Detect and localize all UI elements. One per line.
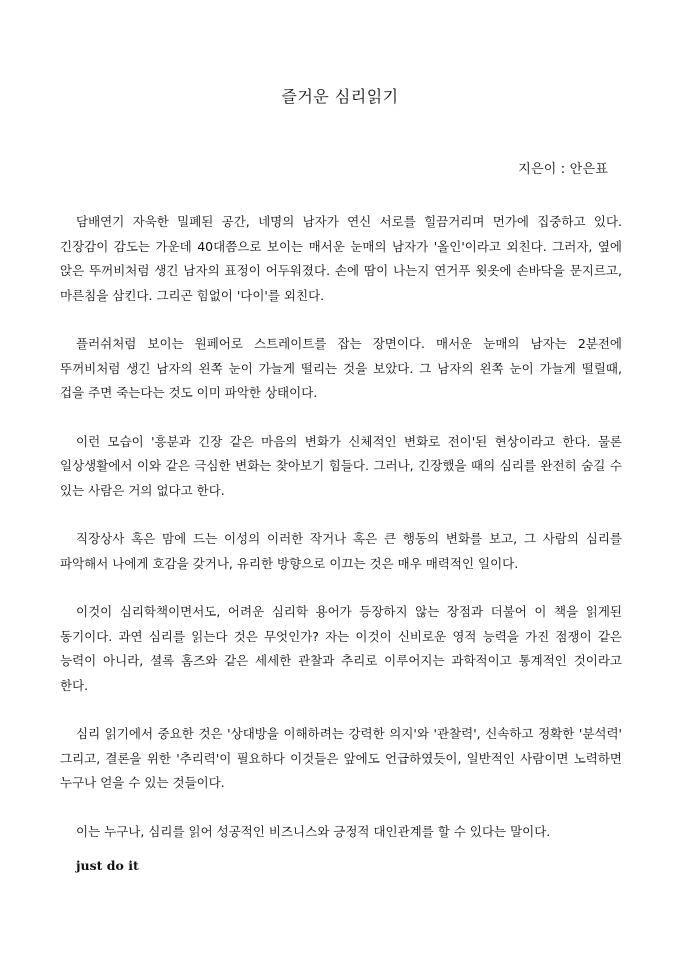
document-body <box>60 210 622 868</box>
paragraph: 이런 모습이 '흥분과 긴장 같은 마음의 변화가 신체적인 변화로 전이'된 현상이라고 한다. 물론 일상생활에서 이와 같은 극심한 변화는 찾아보기 힘들다. 그러나, 긴장했을 때의 심리를 완전히 숨길 수 있는 사람은 거의 없다고 한다. <box>60 433 622 498</box>
paragraph: 이는 누구나, 심리를 읽어 성공적인 비즈니스와 긍정적 대인관계를 할 수 있다는 말이다. <box>76 823 551 839</box>
paragraph: 이것이 심리학책이면서도, 어려운 심리학 용어가 등장하지 않는 장점과 더불어 이 책을 읽게된 동기이다. 과연 심리를 읽는다 것은 무엇인가? 자는 이것이 신비로운 영적 능력을 가진 점쟁이 같은 능력이 아니라, 셜록 홈즈와 같은 세세한 관찰과 추리로 이루어지는 과학적이고 통계적인 것이라고 한다. <box>60 604 622 693</box>
document-title: 즐거운 심리읽기 <box>281 87 399 106</box>
closing-line: just do it <box>76 858 139 873</box>
paragraph: 플러쉬처럼 보이는 원페어로 스트레이트를 잡는 장면이다. 매서운 눈매의 남자는 2분전에 뚜꺼비처럼 생긴 남자의 왼쪽 눈이 가늘게 떨리는 것을 보았다. 그 남자의 왼쪽 눈이 가늘게 떨릴때, 겁을 주면 죽는다는 것도 이미 파악한 상태이다. <box>60 336 622 400</box>
paragraph: 심리 읽기에서 중요한 것은 '상대방을 이해하려는 강력한 의지'와 '관찰력', 신속하고 정확한 '분석력' 그리고, 결론을 위한 '추리력'이 필요하다 이것들은 앞에도 언급하였듯이, 일반적인 사람이면 노력하면 누구나 얻을 수 있는 것들이다. <box>60 726 622 790</box>
paragraph: 직장상사 혹은 맘에 드는 이성의 이러한 작거나 혹은 큰 행동의 변화를 보고, 그 사람의 심리를 파악해서 나에게 호감을 갖거나, 유리한 방향으로 이끄는 것은 매우 매력적인 일이다. <box>60 531 622 571</box>
paragraph: 담배연기 자욱한 밀폐된 공간, 네명의 남자가 연신 서로를 힐끔거리며 먼가에 집중하고 있다. 긴장감이 감도는 가운데 40대쯤으로 보이는 매서운 눈매의 남자가 '올인'이라고 외친다. 그러자, 옆에 앉은 뚜꺼비처럼 생긴 남자의 표정이 어두워졌다. 손에 땀이 나는지 연거푸 윗옷에 손바닥을 문지르고, 마른침을 삼킨다. 그리곤 힘없이 '다이'를 외친다. <box>60 214 622 303</box>
author-line: 지은이 : 안은표 <box>518 162 608 177</box>
